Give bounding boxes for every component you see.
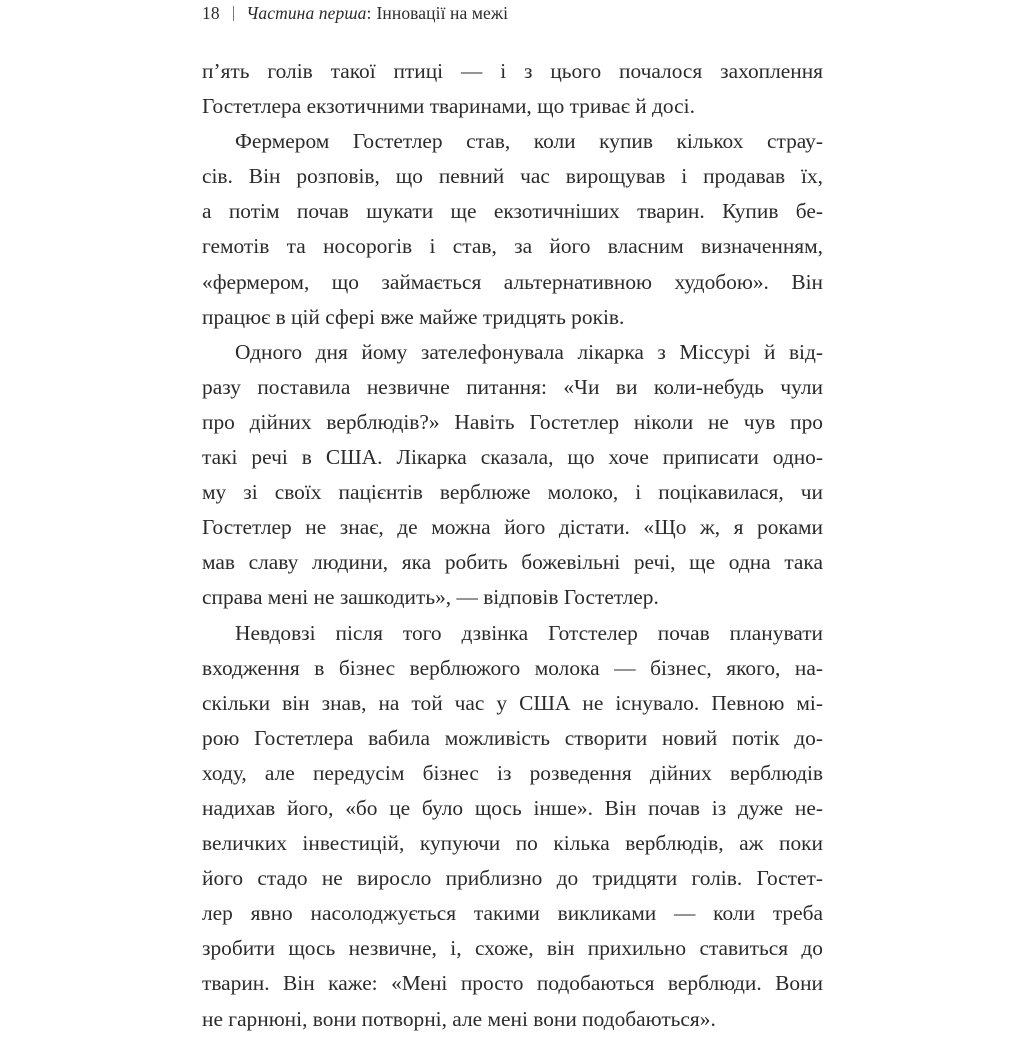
text-line: п’ять голів такої птиці — і з цього почалося захоплення bbox=[202, 59, 823, 83]
text-line: зробити щось незвичне, і, схоже, він прихильно ставиться до bbox=[202, 936, 823, 961]
paragraph-3-lines bbox=[202, 335, 823, 616]
text-line: ходу, але передусім бізнес із розведення дійних верблюдів bbox=[202, 760, 823, 785]
text-line: гемотів та носорогів і став, за його власним визначенням, bbox=[202, 234, 823, 259]
text-line: Фермером Гостетлер став, коли купив кількох страу- bbox=[235, 129, 823, 154]
text-line: а потім почав шукати ще екзотичніших тварин. Купив бе- bbox=[202, 199, 823, 224]
paragraph-2-lines bbox=[202, 124, 823, 335]
text-line: величких інвестицій, купуючи по кілька верблюдів, аж поки bbox=[202, 831, 823, 856]
text-line: надихав його, «бо це було щось інше». Він почав із дуже не- bbox=[202, 795, 823, 820]
paragraph-4 bbox=[202, 616, 823, 1037]
part-label: Частина перша bbox=[246, 3, 367, 23]
text-line: Одного дня йому зателефонувала лікарка з Міссурі й від- bbox=[235, 339, 823, 364]
running-head bbox=[202, 0, 824, 26]
text-line: мав славу людини, яка робить божевільні речі, ще одна така bbox=[202, 550, 823, 575]
paragraph-4-lines bbox=[202, 616, 823, 1037]
running-head-colon: : bbox=[366, 3, 372, 23]
body-text-block bbox=[202, 54, 823, 1037]
paragraph-2 bbox=[202, 124, 823, 335]
text-line: про дійних верблюдів?» Навіть Гостетлер ніколи не чув про bbox=[202, 409, 823, 434]
text-line: входження в бізнес верблюжого молока — бізнес, якого, на- bbox=[202, 655, 823, 680]
paragraph-3 bbox=[202, 335, 823, 616]
text-line: тварин. Він каже: «Мені просто подобаються верблюди. Вони bbox=[202, 971, 823, 996]
text-line: рою Гостетлера вабила можливість створити новий потік до- bbox=[202, 725, 823, 750]
text-line: Невдовзі після того дзвінка Готстелер почав планувати bbox=[235, 620, 823, 645]
text-line: му зі своїх пацієнтів верблюже молоко, і поцікавилася, чи bbox=[202, 480, 823, 505]
text-line: лер явно насолоджується такими викликами — коли треба bbox=[202, 901, 823, 926]
text-line: разу поставила незвичне питання: «Чи ви коли-небудь чули bbox=[202, 374, 823, 399]
page-number: 18 bbox=[202, 3, 220, 23]
text-line: справа мені не зашкодить», — відповів Гостетлер. bbox=[202, 585, 659, 610]
text-line: «фермером, що займається альтернативною худобою». Він bbox=[202, 269, 823, 294]
text-line: не гарнюні, вони потворні, але мені вони подобаються». bbox=[202, 1006, 716, 1031]
text-line: Гостетлера екзотичними тваринами, що триває й досі. bbox=[202, 94, 695, 119]
running-head-separator bbox=[233, 6, 235, 21]
chapter-title: Інновації на межі bbox=[376, 3, 509, 23]
text-line: сів. Він розповів, що певний час вирощував і продавав їх, bbox=[202, 164, 823, 189]
paragraph-1-lines bbox=[202, 54, 823, 124]
text-line: такі речі в США. Лікарка сказала, що хоче приписати одно- bbox=[202, 445, 823, 470]
text-line: працює в цій сфері вже майже тридцять років. bbox=[202, 304, 625, 329]
paragraph-1 bbox=[202, 54, 823, 124]
text-line: Гостетлер не знає, де можна його дістати. «Що ж, я роками bbox=[202, 515, 823, 540]
text-line: його стадо не виросло приблизно до тридцяти голів. Гостет- bbox=[202, 866, 823, 891]
text-line: скільки він знав, на той час у США не існувало. Певною мі- bbox=[202, 690, 823, 715]
